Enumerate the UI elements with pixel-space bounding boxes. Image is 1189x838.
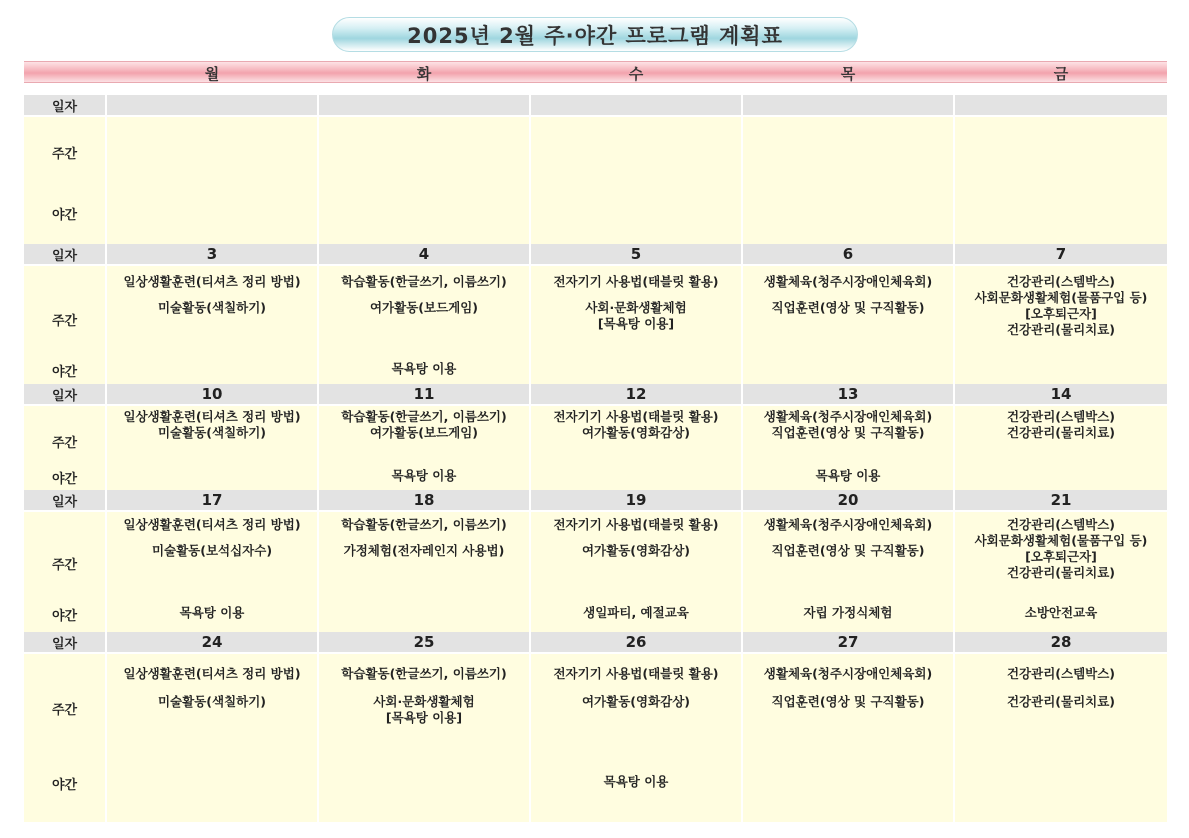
activity-line: 미술활동(색칠하기) (157, 300, 267, 315)
activity-line: 학습활동(한글쓰기, 이름쓰기) (341, 666, 507, 681)
activity-line (531, 533, 741, 543)
night-activities (531, 605, 741, 621)
program-cell (319, 406, 529, 498)
day-activities (107, 409, 317, 441)
date-cell (319, 95, 529, 115)
activity-line: 일상생활훈련(티셔츠 정리 방법) (123, 409, 301, 424)
date-cell: 7 (955, 244, 1167, 264)
session-label-column (24, 266, 105, 394)
program-cell (955, 512, 1167, 638)
activity-line: 사회문화생활체험(물품구입 등) (974, 533, 1148, 548)
activity-line: 사회·문화생활체험 (373, 694, 475, 709)
day-activities (319, 409, 529, 441)
activity-line: 생활체육(청주시장애인체육회) (763, 666, 933, 681)
day-activities (319, 666, 529, 726)
program-cell (107, 117, 317, 253)
page-title: 2025년 2월 주·야간 프로그램 계획표 (332, 17, 858, 52)
week-block (24, 490, 1167, 638)
activity-line (531, 682, 741, 694)
program-cell (531, 512, 741, 638)
program-cell (743, 406, 953, 498)
day-label: 주간 (51, 558, 78, 573)
date-cell (107, 95, 317, 115)
night-label: 야간 (51, 208, 78, 223)
date-cell: 5 (531, 244, 741, 264)
date-cell: 20 (743, 490, 953, 510)
day-activities (955, 274, 1167, 338)
activity-line: [오후퇴근자] (1025, 306, 1097, 321)
activity-line: 생활체육(청주시장애인체육회) (763, 274, 933, 289)
program-cell (531, 406, 741, 498)
activity-line: 건강관리(스템박스) (1006, 666, 1116, 681)
activity-line (107, 682, 317, 694)
activity-line: 생활체육(청주시장애인체육회) (763, 409, 933, 424)
night-label: 야간 (51, 609, 78, 624)
activity-line: 직업훈련(영상 및 구직활동) (771, 543, 925, 558)
program-cell (531, 117, 741, 253)
activity-line: 건강관리(물리치료) (1006, 565, 1116, 580)
activity-line: 학습활동(한글쓰기, 이름쓰기) (341, 274, 507, 289)
day-label: 주간 (51, 147, 78, 162)
night-label: 야간 (51, 778, 78, 793)
weekday-4: 금 (1053, 64, 1069, 83)
date-cell: 24 (107, 632, 317, 652)
night-activities (743, 468, 953, 484)
program-cell (319, 266, 529, 394)
activity-line: 건강관리(물리치료) (1006, 322, 1116, 337)
date-cell: 10 (107, 384, 317, 404)
weekday-0: 월 (204, 64, 220, 83)
date-cell: 17 (107, 490, 317, 510)
activity-line: 미술활동(색칠하기) (157, 694, 267, 709)
program-cell (107, 654, 317, 822)
activity-line: 건강관리(스템박스) (1006, 517, 1116, 532)
activity-line: 전자기기 사용법(태블릿 활용) (553, 666, 719, 681)
date-label: 일자 (24, 244, 105, 264)
activity-line: 소방안전교육 (1024, 605, 1098, 620)
activity-line: 전자기기 사용법(태블릿 활용) (553, 274, 719, 289)
day-activities (531, 666, 741, 710)
program-cell (955, 117, 1167, 253)
program-cell (743, 266, 953, 394)
activity-line: 학습활동(한글쓰기, 이름쓰기) (341, 409, 507, 424)
night-label: 야간 (51, 365, 78, 380)
night-activities (107, 605, 317, 621)
day-activities (743, 517, 953, 559)
program-cell (743, 512, 953, 638)
activity-line (955, 682, 1167, 694)
activity-line: [목욕탕 이용] (597, 316, 675, 331)
date-cell: 6 (743, 244, 953, 264)
date-cell: 11 (319, 384, 529, 404)
activity-line: 일상생활훈련(티셔츠 정리 방법) (123, 666, 301, 681)
session-label-column (24, 654, 105, 822)
day-activities (107, 666, 317, 710)
date-cell: 12 (531, 384, 741, 404)
activity-line: 목욕탕 이용 (603, 774, 669, 789)
activity-line: 가정체험(전자레인지 사용법) (343, 543, 505, 558)
date-label: 일자 (24, 384, 105, 404)
program-cell (319, 512, 529, 638)
day-activities (743, 274, 953, 316)
program-cell (107, 512, 317, 638)
activity-line (319, 682, 529, 694)
program-cell (531, 654, 741, 822)
date-label: 일자 (24, 95, 105, 115)
night-activities (743, 605, 953, 621)
program-cell (531, 266, 741, 394)
activity-line: [목욕탕 이용] (385, 710, 463, 725)
activity-line (531, 290, 741, 300)
day-label: 주간 (51, 314, 78, 329)
date-cell (531, 95, 741, 115)
activity-line (319, 290, 529, 300)
day-activities (531, 409, 741, 441)
day-activities (955, 517, 1167, 581)
activity-line (743, 682, 953, 694)
program-cell (955, 654, 1167, 822)
activity-line: 학습활동(한글쓰기, 이름쓰기) (341, 517, 507, 532)
activity-line: 건강관리(물리치료) (1006, 694, 1116, 709)
activity-line: 건강관리(스템박스) (1006, 409, 1116, 424)
night-activities (531, 774, 741, 790)
activity-line (743, 533, 953, 543)
date-cell: 25 (319, 632, 529, 652)
week-block (24, 244, 1167, 394)
program-cell (319, 117, 529, 253)
activity-line: 목욕탕 이용 (179, 605, 245, 620)
night-activities (319, 361, 529, 377)
day-activities (319, 274, 529, 316)
day-activities (955, 409, 1167, 441)
activity-line: 건강관리(스템박스) (1006, 274, 1116, 289)
activity-line: 직업훈련(영상 및 구직활동) (771, 425, 925, 440)
day-activities (107, 517, 317, 559)
activity-line: 자립 가정식체험 (803, 605, 893, 620)
activity-line: [오후퇴근자] (1025, 549, 1097, 564)
date-cell: 26 (531, 632, 741, 652)
day-label: 주간 (51, 703, 78, 718)
date-label: 일자 (24, 632, 105, 652)
activity-line: 목욕탕 이용 (815, 468, 881, 483)
date-cell: 21 (955, 490, 1167, 510)
week-block (24, 95, 1167, 253)
day-activities (531, 517, 741, 559)
weekday-3: 목 (840, 64, 856, 83)
activity-line: 일상생활훈련(티셔츠 정리 방법) (123, 517, 301, 532)
date-cell (955, 95, 1167, 115)
program-cell (955, 406, 1167, 498)
activity-line: 목욕탕 이용 (391, 468, 457, 483)
session-label-column (24, 117, 105, 253)
activity-line: 전자기기 사용법(태블릿 활용) (553, 409, 719, 424)
program-cell (107, 406, 317, 498)
weekday-1: 화 (416, 64, 432, 83)
activity-line: 전자기기 사용법(태블릿 활용) (553, 517, 719, 532)
activity-line: 건강관리(물리치료) (1006, 425, 1116, 440)
week-block (24, 632, 1167, 822)
activity-line: 목욕탕 이용 (391, 361, 457, 376)
date-cell: 3 (107, 244, 317, 264)
activity-line: 일상생활훈련(티셔츠 정리 방법) (123, 274, 301, 289)
activity-line: 여가활동(영화감상) (581, 543, 691, 558)
weekday-2: 수 (628, 64, 644, 83)
activity-line (743, 290, 953, 300)
activity-line: 직업훈련(영상 및 구직활동) (771, 694, 925, 709)
date-cell: 13 (743, 384, 953, 404)
activity-line: 여가활동(보드게임) (369, 300, 479, 315)
activity-line: 미술활동(색칠하기) (157, 425, 267, 440)
activity-line (319, 533, 529, 543)
day-label: 주간 (51, 436, 78, 451)
date-cell: 28 (955, 632, 1167, 652)
night-activities (955, 605, 1167, 621)
activity-line: 생일파티, 예절교육 (583, 605, 689, 620)
date-cell: 14 (955, 384, 1167, 404)
activity-line: 직업훈련(영상 및 구직활동) (771, 300, 925, 315)
day-activities (531, 274, 741, 332)
program-cell (743, 654, 953, 822)
date-cell: 19 (531, 490, 741, 510)
night-activities (319, 468, 529, 484)
activity-line (107, 290, 317, 300)
day-activities (743, 409, 953, 441)
program-cell (743, 117, 953, 253)
activity-line: 여가활동(보드게임) (369, 425, 479, 440)
night-label: 야간 (51, 472, 78, 487)
program-cell (107, 266, 317, 394)
day-activities (955, 666, 1167, 710)
activity-line: 생활체육(청주시장애인체육회) (763, 517, 933, 532)
day-activities (107, 274, 317, 316)
activity-line: 여가활동(영화감상) (581, 694, 691, 709)
date-cell (743, 95, 953, 115)
activity-line: 사회문화생활체험(물품구입 등) (974, 290, 1148, 305)
program-cell (955, 266, 1167, 394)
date-cell: 4 (319, 244, 529, 264)
day-activities (743, 666, 953, 710)
day-activities (319, 517, 529, 559)
session-label-column (24, 512, 105, 638)
date-cell: 27 (743, 632, 953, 652)
week-block (24, 384, 1167, 498)
activity-line: 사회·문화생활체험 (585, 300, 687, 315)
weekday-header (24, 61, 1167, 83)
activity-line: 미술활동(보석십자수) (151, 543, 273, 558)
session-label-column (24, 406, 105, 498)
date-label: 일자 (24, 490, 105, 510)
date-cell: 18 (319, 490, 529, 510)
activity-line: 여가활동(영화감상) (581, 425, 691, 440)
activity-line (107, 533, 317, 543)
program-cell (319, 654, 529, 822)
